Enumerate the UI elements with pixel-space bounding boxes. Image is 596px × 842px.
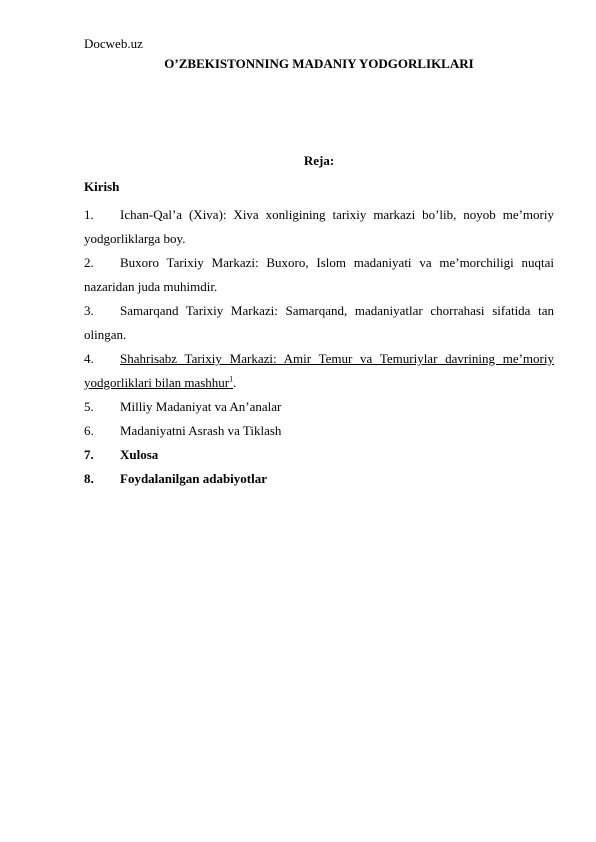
plan-item-2 (84, 251, 554, 299)
plan-item-4 (84, 347, 554, 395)
plan-item-3 (84, 299, 554, 347)
plan-item-text: Foydalanilgan adabiyotlar (120, 471, 267, 486)
plan-item-number: 1. (84, 207, 94, 222)
plan-item-number: 3. (84, 303, 94, 318)
site-name: Docweb.uz (84, 36, 143, 51)
plan-list (84, 203, 554, 491)
plan-item-8 (84, 467, 554, 491)
plan-item-text: Ichan-Qal’a (Xiva): Xiva xonligining tarixiy markazi bo’lib, noyob me’moriy yodgorliklarga boy. (84, 207, 554, 246)
plan-item-number: 5. (84, 399, 94, 414)
plan-item-number: 8. (84, 471, 94, 486)
plan-heading: Reja: (303, 153, 335, 168)
plan-item-7 (84, 443, 554, 467)
plan-item-link-text[interactable] (84, 351, 554, 390)
plan-item-text: Buxoro Tarixiy Markazi: Buxoro, Islom madaniyati va me’morchiligi nuqtai nazaridan juda muhimdir. (84, 255, 554, 294)
plan-item-text: Xulosa (120, 447, 159, 462)
plan-item-text: Madaniyatni Asrash va Tiklash (120, 423, 282, 438)
plan-item-number: 6. (84, 423, 94, 438)
plan-item-number: 7. (84, 447, 94, 462)
plan-item-text: Shahrisabz Tarixiy Markazi: Amir Temur va Temuriylar davrining me’moriy yodgorliklari bilan mashhur (84, 351, 554, 390)
plan-item-number: 2. (84, 255, 94, 270)
plan-item-text: Milliy Madaniyat va An’analar (120, 399, 282, 414)
plan-item-number: 4. (84, 351, 94, 366)
document-title: O’ZBEKISTONNING MADANIY YODGORLIKLARI (164, 56, 474, 71)
plan-item-text: Samarqand Tarixiy Markazi: Samarqand, madaniyatlar chorrahasi sifatida tan olingan. (84, 303, 554, 342)
plan-item-1 (84, 203, 554, 251)
plan-item-5 (84, 395, 554, 419)
footnote-marker[interactable]: 1 (229, 374, 234, 384)
plan-item-tail: . (233, 375, 237, 390)
plan-intro: Kirish (84, 179, 120, 194)
plan-item-6 (84, 419, 554, 443)
